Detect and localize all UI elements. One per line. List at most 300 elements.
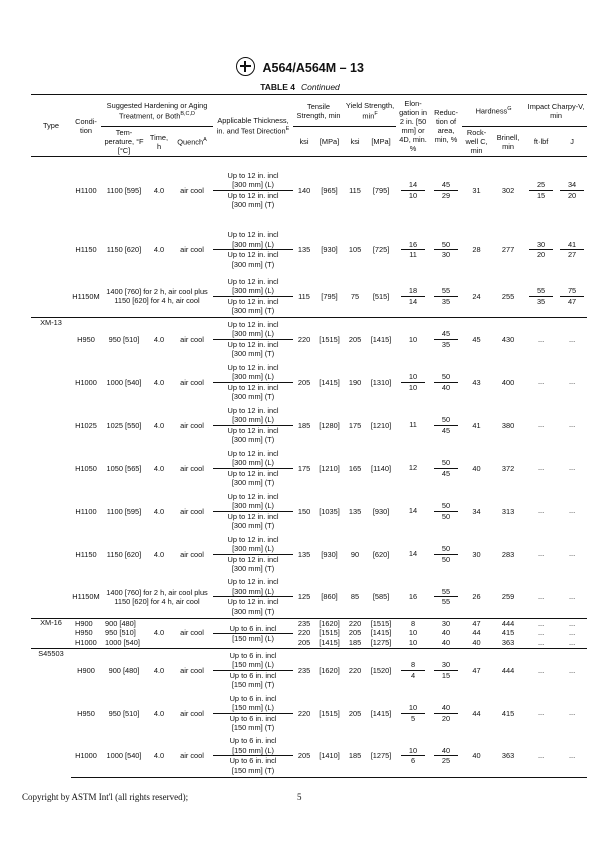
reduction-value: 55 <box>434 587 458 598</box>
elongation-value: 11 <box>409 250 417 259</box>
thickness-line: [300 mm] (T) <box>231 200 275 210</box>
elongation-cell <box>396 490 430 533</box>
brinell-cell: 259 <box>501 592 515 602</box>
col-yield-ksi: ksi <box>344 127 366 157</box>
col-type: Type <box>31 95 71 157</box>
elongation-value: 5 <box>410 713 416 723</box>
condition-cell: H1150 <box>75 245 97 254</box>
elongation-cell <box>396 447 430 490</box>
tensile-mpa-cell: [1280] <box>319 420 340 430</box>
thickness-line: Up to 6 in. incl <box>229 756 277 766</box>
yield-ksi-cell: 90 <box>350 549 360 559</box>
thickness-line: [300 mm] (T) <box>231 259 275 269</box>
treatment-line: 1400 [760] for 2 h, air cool plus <box>106 287 208 297</box>
reduction-value: 25 <box>441 756 451 766</box>
elongation-value: 6 <box>410 756 416 766</box>
rockwell-cell: 43 <box>472 377 481 387</box>
yield-ksi-cell: 175 <box>348 420 362 430</box>
page-header <box>0 57 600 77</box>
thickness-line: [150 mm] (L) <box>213 703 293 714</box>
tensile-mpa-cell: [930] <box>321 549 338 559</box>
tensile-mpa-cell: [1410] <box>315 735 344 778</box>
ft-cell: ... <box>537 628 545 638</box>
reduction-value: 20 <box>441 713 451 723</box>
table-body <box>31 157 587 778</box>
elongation-value: 14 <box>401 180 425 191</box>
quench-cell: air cool <box>180 708 204 718</box>
elongation-cell <box>396 735 430 778</box>
impact-j-cell <box>557 735 587 778</box>
tensile-mpa-cell: [1515] <box>319 708 340 718</box>
thickness-line: [300 mm] (T) <box>231 392 275 401</box>
col-time: Time, h <box>147 127 171 157</box>
yield-mpa-cell: [1310] <box>370 377 392 387</box>
elongation-cell <box>396 692 430 735</box>
yield-mpa-cell: [795] <box>366 157 396 224</box>
ys-cell: 185 <box>348 638 362 648</box>
impact-ftlbf-value: ... <box>537 506 545 516</box>
thickness-cell <box>213 276 293 318</box>
yield-mpa-cell: [1140] <box>371 463 392 473</box>
condition-cell: H1050 <box>75 463 97 473</box>
thickness-line: Up to 12 in. incl <box>227 319 279 329</box>
reduction-value: 30 <box>434 660 458 671</box>
table-row <box>31 576 587 619</box>
quench-cell: air cool <box>171 619 213 649</box>
thickness-line: Up to 6 in. incl <box>229 713 277 723</box>
table-row <box>31 447 587 490</box>
elongation-value: 10 <box>408 190 418 200</box>
impact-ftlbf-cell <box>525 447 557 490</box>
impact-j-value: ... <box>568 334 576 344</box>
reduction-value: 29 <box>441 190 451 200</box>
yield-ksi-cell: 85 <box>350 592 360 602</box>
thickness-line: [150 mm] (L) <box>213 746 293 757</box>
ys-cell: 220 <box>344 619 366 629</box>
thickness-line: [300 mm] (L) <box>213 458 293 469</box>
impact-ftlbf-value: 25 <box>529 180 553 191</box>
reduction-cell <box>430 404 462 447</box>
yield-ksi-cell: 105 <box>348 245 362 254</box>
time-cell: 4.0 <box>153 245 165 254</box>
thickness-line: [300 mm] (L) <box>213 286 293 297</box>
ys-mpa-cell: [1515] <box>366 619 396 629</box>
reduction-cell <box>430 447 462 490</box>
impact-j-cell <box>557 490 587 533</box>
thickness-line: Up to 12 in. incl <box>227 425 279 435</box>
reduction-value: 40 <box>434 703 458 714</box>
temperature-cell: 1050 [565] <box>106 463 142 473</box>
treatment-line: 1150 [620] for 4 h, air cool <box>114 596 200 606</box>
yield-ksi-cell: 220 <box>344 649 366 692</box>
el-cell: 10 <box>408 638 418 648</box>
table-row <box>31 649 587 692</box>
treatment-cell <box>101 576 213 619</box>
time-cell: 4.0 <box>147 649 171 692</box>
table-row <box>31 629 587 639</box>
temperature-cell: 1150 [620] <box>106 245 142 254</box>
condition-cell: H1150M <box>72 592 100 602</box>
thickness-cell <box>213 404 293 447</box>
impact-j-cell <box>557 224 587 276</box>
table-label: TABLE 4 <box>260 82 296 92</box>
rockwell-cell: 44 <box>472 708 481 718</box>
reduction-value: 55 <box>434 286 458 297</box>
quench-cell: air cool <box>171 318 213 361</box>
el-cell: 10 <box>408 628 418 638</box>
thickness-line: Up to 12 in. incl <box>227 339 279 349</box>
col-suggested-treatment: Suggested Hardening or Aging Treatment, or Both$^{B,C,D}$ <box>101 95 213 127</box>
thickness-line: [300 mm] (T) <box>231 521 275 530</box>
ys-cell: 205 <box>348 628 362 638</box>
ys-mpa-cell: [1275] <box>370 638 392 648</box>
thickness-line: Up to 12 in. incl <box>227 276 279 286</box>
time-cell: 4.0 <box>147 735 171 778</box>
yield-mpa-cell: [1520] <box>366 649 396 692</box>
condition-cell: H950 <box>71 318 101 361</box>
thickness-line: [150 mm] (T) <box>231 680 275 690</box>
j-cell: ... <box>557 619 587 629</box>
brinell-cell: 302 <box>491 157 525 224</box>
impact-j-cell <box>557 447 587 490</box>
reduction-cell <box>430 533 462 576</box>
brinell-cell: 363 <box>491 735 525 778</box>
elongation-value: 10 <box>408 382 418 392</box>
rockwell-cell: 31 <box>462 157 491 224</box>
impact-ftlbf-cell <box>525 649 557 692</box>
impact-j-cell <box>557 576 587 619</box>
brinell-cell: 283 <box>501 549 515 559</box>
reduction-value: 45 <box>434 329 458 340</box>
impact-j-cell <box>557 533 587 576</box>
type-cell <box>31 157 71 318</box>
thickness-line: [300 mm] (T) <box>231 349 275 359</box>
ys-mpa-cell: [1415] <box>370 628 392 638</box>
table-row <box>31 735 587 778</box>
tensile-ksi-cell: 235 <box>293 649 315 692</box>
impact-j-value: ... <box>568 463 576 473</box>
impact-ftlbf-value: ... <box>537 592 545 601</box>
col-j: J <box>557 127 587 157</box>
elongation-cell <box>396 533 430 576</box>
tensile-mpa-cell: [795] <box>321 291 338 301</box>
impact-j-value: 20 <box>567 190 577 200</box>
condition-cell: H1000 <box>75 638 97 648</box>
elongation-value: 14 <box>408 506 418 516</box>
tensile-ksi-cell: 125 <box>297 592 311 602</box>
impact-ftlbf-cell <box>525 224 557 276</box>
tensile-ksi-cell: 185 <box>297 420 311 430</box>
elongation-cell <box>396 224 430 276</box>
thickness-cell <box>213 157 293 224</box>
reduction-value: 45 <box>441 425 451 435</box>
reduction-value: 45 <box>434 180 458 191</box>
yield-ksi-cell: 165 <box>348 463 362 473</box>
thickness-line: [300 mm] (T) <box>231 306 275 316</box>
thickness-line: Up to 12 in. incl <box>227 250 279 259</box>
thickness-line: Up to 12 in. incl <box>227 230 279 239</box>
table-row <box>31 361 587 404</box>
elongation-cell <box>396 276 430 318</box>
hrc-cell: 47 <box>462 619 491 629</box>
elongation-value: 10 <box>401 746 425 757</box>
col-impact: Impact Charpy-V, min <box>525 95 587 127</box>
impact-j-value: 75 <box>560 286 584 297</box>
ra-cell: 40 <box>441 628 451 638</box>
thickness-cell <box>213 649 293 692</box>
yield-mpa-cell: [515] <box>372 291 390 301</box>
temperature-cell: 950 [510] <box>105 628 136 638</box>
thickness-line: Up to 6 in. incl <box>229 650 277 660</box>
condition-cell: H1100 <box>75 506 97 516</box>
thickness-cell <box>213 318 293 361</box>
tensile-mpa-cell: [965] <box>315 157 344 224</box>
thickness-cell <box>213 533 293 576</box>
col-rockwell: Rock- well C, min <box>462 127 491 157</box>
impact-j-value: ... <box>568 420 576 430</box>
tensile-mpa-cell: [1515] <box>315 318 344 361</box>
table-continued: Continued <box>301 82 340 92</box>
temperature-cell: 1100 [595] <box>101 157 147 224</box>
hb-cell: 363 <box>501 638 515 648</box>
elongation-value: 10 <box>401 372 425 383</box>
thickness-line: Up to 12 in. incl <box>227 468 279 478</box>
impact-ftlbf-value: ... <box>537 751 545 760</box>
thickness-cell <box>213 447 293 490</box>
reduction-value: 40 <box>441 382 451 392</box>
thickness-line: Up to 12 in. incl <box>227 170 279 180</box>
reduction-value: 35 <box>441 339 451 349</box>
brinell-cell: 430 <box>491 318 525 361</box>
thickness-line: [150 mm] (T) <box>231 765 275 775</box>
impact-ftlbf-value: ... <box>537 420 545 430</box>
ra-cell: 40 <box>441 638 451 648</box>
col-tensile-mpa: [MPa] <box>315 127 344 157</box>
col-elongation: Elon- gation in 2 in. [50 mm] or 4D, min. % <box>396 95 430 157</box>
impact-j-cell <box>557 692 587 735</box>
table-row <box>31 276 587 318</box>
reduction-cell <box>430 649 462 692</box>
quench-cell: air cool <box>180 549 204 559</box>
col-hardness: Hardness$^G$ <box>462 95 525 127</box>
tensile-mpa-cell: [1210] <box>319 463 340 473</box>
reduction-cell <box>430 490 462 533</box>
impact-ftlbf-value: 35 <box>536 296 546 306</box>
brinell-cell: 415 <box>501 708 515 718</box>
ts-mpa-cell: [1415] <box>319 638 340 648</box>
impact-j-value: 27 <box>567 250 577 259</box>
thickness-line: [150 mm] (L) <box>232 634 274 643</box>
reduction-cell <box>430 361 462 404</box>
yield-mpa-cell: [1275] <box>366 735 396 778</box>
table-row <box>31 318 587 361</box>
impact-ftlbf-value: ... <box>537 665 545 675</box>
thickness-line: Up to 12 in. incl <box>227 405 279 415</box>
rockwell-cell: 40 <box>472 463 481 473</box>
quench-cell: air cool <box>171 649 213 692</box>
table-row <box>31 224 587 276</box>
impact-ftlbf-value: ... <box>537 549 545 559</box>
elongation-value: 8 <box>401 660 425 671</box>
reduction-value: 50 <box>441 554 451 564</box>
impact-ftlbf-cell <box>525 404 557 447</box>
temperature-cell: 1025 [550] <box>106 420 142 430</box>
col-thickness: Applicable Thickness, in. and Test Direction$^E$ <box>213 95 293 157</box>
table-row <box>31 157 587 224</box>
thickness-line: Up to 12 in. incl <box>227 534 279 544</box>
elongation-value: 18 <box>401 286 425 297</box>
reduction-cell <box>430 318 462 361</box>
time-cell: 4.0 <box>147 318 171 361</box>
impact-j-value: ... <box>568 506 576 516</box>
tensile-ksi-cell: 150 <box>297 506 311 516</box>
elongation-value: 11 <box>409 420 417 430</box>
brinell-cell: 313 <box>501 506 515 516</box>
thickness-line: Up to 12 in. incl <box>227 190 279 200</box>
temperature-cell: 900 [480] <box>101 649 147 692</box>
thickness-cell <box>213 692 293 735</box>
thickness-line: [300 mm] (L) <box>213 240 293 251</box>
type-cell: XM-16 <box>31 619 71 649</box>
j-cell: ... <box>568 638 576 648</box>
col-ftlbf: ft·lbf <box>525 127 557 157</box>
impact-j-value: ... <box>568 665 576 675</box>
yield-ksi-cell: 205 <box>344 318 366 361</box>
ts-mpa-cell: [1515] <box>319 628 340 638</box>
ft-cell: ... <box>537 638 545 648</box>
brinell-cell: 400 <box>501 377 515 387</box>
tensile-ksi-cell: 175 <box>297 463 311 473</box>
reduction-value: 35 <box>441 296 451 306</box>
reduction-value: 50 <box>434 240 458 251</box>
quench-cell: air cool <box>180 377 204 387</box>
thickness-line: [300 mm] (L) <box>213 180 293 191</box>
thickness-cell <box>213 361 293 404</box>
brinell-cell: 255 <box>501 291 515 301</box>
thickness-line: Up to 6 in. incl <box>229 670 277 680</box>
table-row <box>31 639 587 649</box>
tensile-ksi-cell: 220 <box>293 318 315 361</box>
impact-ftlbf-value: 15 <box>536 190 546 200</box>
table-row <box>31 533 587 576</box>
reduction-cell <box>430 157 462 224</box>
yield-ksi-cell: 135 <box>348 506 362 516</box>
temperature-cell: 1000 [540] <box>101 735 147 778</box>
impact-ftlbf-value: 55 <box>529 286 553 297</box>
yield-ksi-cell: 185 <box>344 735 366 778</box>
tensile-mpa-cell: [1415] <box>319 377 340 387</box>
rockwell-cell: 40 <box>462 735 491 778</box>
quench-cell: air cool <box>180 420 204 430</box>
impact-ftlbf-cell <box>525 276 557 318</box>
brinell-cell: 380 <box>501 420 515 430</box>
ra-cell: 30 <box>430 619 462 629</box>
treatment-line: 1400 [760] for 2 h, air cool plus <box>106 587 208 597</box>
thickness-line: [300 mm] (T) <box>231 564 275 573</box>
thickness-line: Up to 12 in. incl <box>227 597 279 607</box>
yield-mpa-cell: [1415] <box>370 708 392 718</box>
brinell-cell: 444 <box>491 649 525 692</box>
impact-j-cell <box>557 318 587 361</box>
yield-mpa-cell: [930] <box>372 506 390 516</box>
tensile-ksi-cell: 140 <box>293 157 315 224</box>
reduction-cell <box>430 576 462 619</box>
thickness-line: Up to 12 in. incl <box>227 382 279 392</box>
thickness-cell <box>213 490 293 533</box>
temperature-cell: 1000 [540] <box>106 377 142 387</box>
time-cell: 4.0 <box>153 463 165 473</box>
condition-cell: H1025 <box>75 420 97 430</box>
temperature-cell: 1000 [540] <box>105 638 140 648</box>
temperature-cell: 1150 [620] <box>106 549 142 559</box>
rockwell-cell: 34 <box>472 506 481 516</box>
condition-cell: H900 <box>71 649 101 692</box>
treatment-cell <box>101 276 213 318</box>
condition-cell: H1150M <box>72 291 100 301</box>
elongation-cell <box>396 576 430 619</box>
temperature-cell: 950 [510] <box>108 708 140 718</box>
thickness-line: Up to 12 in. incl <box>227 554 279 564</box>
condition-cell: H900 <box>71 619 101 629</box>
impact-j-value: 34 <box>560 180 584 191</box>
reduction-value: 50 <box>434 458 458 469</box>
reduction-value: 30 <box>441 250 451 259</box>
time-cell: 4.0 <box>153 420 165 430</box>
rockwell-cell: 47 <box>462 649 491 692</box>
impact-ftlbf-value: 30 <box>529 240 553 251</box>
thickness-line: Up to 12 in. incl <box>227 448 279 458</box>
time-cell: 4.0 <box>153 708 165 718</box>
ts-cell: 235 <box>293 619 315 629</box>
time-cell: 4.0 <box>153 377 165 387</box>
thickness-line: Up to 6 in. incl <box>213 624 293 635</box>
type-cell: XM-13 <box>31 318 71 619</box>
impact-j-cell <box>557 157 587 224</box>
page-number: 5 <box>297 792 302 802</box>
temperature-cell: 950 [510] <box>101 318 147 361</box>
thickness-line: Up to 12 in. incl <box>227 511 279 521</box>
reduction-value: 40 <box>434 746 458 757</box>
temperature-cell: 900 [480] <box>101 619 147 629</box>
quench-cell: air cool <box>180 245 204 254</box>
elongation-value: 16 <box>401 240 425 251</box>
impact-ftlbf-cell <box>525 157 557 224</box>
col-temperature: Tem- perature, °F [°C] <box>101 127 147 157</box>
impact-ftlbf-cell <box>525 490 557 533</box>
impact-ftlbf-value: ... <box>537 708 545 718</box>
reduction-value: 15 <box>441 670 451 680</box>
elongation-value: 10 <box>408 334 418 344</box>
impact-ftlbf-cell <box>525 318 557 361</box>
tensile-ksi-cell: 220 <box>297 708 311 718</box>
yield-ksi-cell: 75 <box>350 291 360 301</box>
reduction-value: 50 <box>434 372 458 383</box>
copyright-footer: Copyright by ASTM Int'l (all rights reserved); <box>22 792 189 802</box>
elongation-value: 14 <box>408 296 418 306</box>
condition-cell: H1150 <box>75 549 97 559</box>
table-row <box>31 692 587 735</box>
yield-ksi-cell: 115 <box>344 157 366 224</box>
thickness-line: [300 mm] (L) <box>213 544 293 555</box>
time-cell: 4.0 <box>153 549 165 559</box>
reduction-cell <box>430 692 462 735</box>
impact-ftlbf-cell <box>525 533 557 576</box>
col-condition: Condi- tion <box>71 95 101 157</box>
properties-table <box>31 94 587 778</box>
time-cell: 4.0 <box>153 506 165 516</box>
el-cell: 8 <box>396 619 430 629</box>
reduction-value: 45 <box>441 468 451 478</box>
